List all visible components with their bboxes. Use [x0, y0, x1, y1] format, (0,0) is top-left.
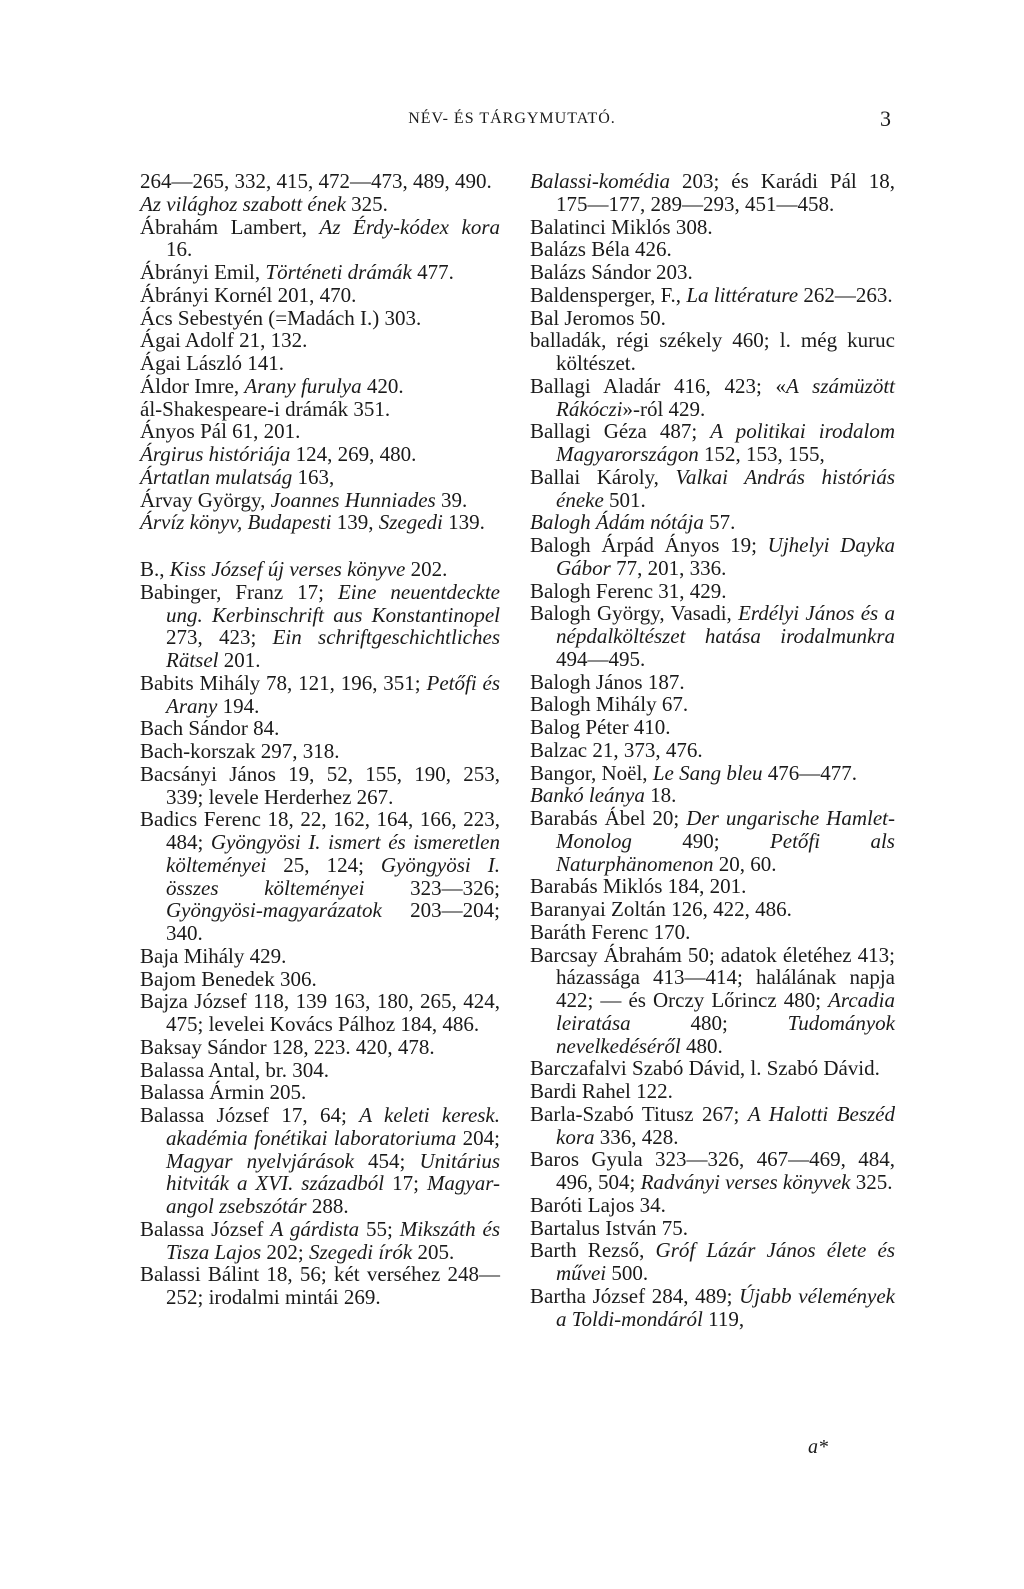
index-entry: ál-Shakespeare-i drámák 351.	[140, 396, 391, 421]
index-entry: Ballai Károly, Valkai András históriás éneke 501.	[530, 464, 895, 512]
index-entry: Balogh Ferenc 31, 429.	[530, 578, 727, 603]
index-entry: Bangor, Noël, Le Sang bleu 476—477.	[530, 760, 857, 785]
page-header	[0, 106, 1024, 136]
index-entry: Bajom Benedek 306.	[140, 966, 317, 991]
index-entry: Baros Gyula 323—326, 467—469, 484, 496, 504; Radványi verses könyvek 325.	[530, 1147, 895, 1194]
index-entry: Balogh György, Vasadi, Erdélyi János és a népdalköltészet hatása irodalmunkra 494—495.	[530, 601, 895, 671]
index-entry: Bankó leánya 18.	[530, 783, 677, 808]
index-entry: Baráth Ferenc 170.	[530, 919, 691, 944]
index-entry: Barla-Szabó Titusz 267; A Halotti Beszéd kora 336, 428.	[530, 1101, 896, 1149]
index-entry: Baldensperger, F., La littérature 262—263.	[530, 282, 893, 307]
index-column-left	[140, 170, 500, 1309]
index-entry: Badics Ferenc 18, 22, 162, 164, 166, 223, 484; Gyöngyösi I. ismert és ismeretlen költeményei 25, 124; Gyöngyösi I. összes költeményei 323—326; Gyöngyösi-magyarázatok 203—204; 340.	[140, 807, 500, 945]
index-entry: Babits Mihály 78, 121, 196, 351; Petőfi és Arany 194.	[140, 670, 500, 718]
index-entry: Bajza József 118, 139 163, 180, 265, 424, 475; levelei Kovács Pálhoz 184, 486.	[140, 989, 500, 1036]
index-entry: Bacsányi János 19, 52, 155, 190, 253, 339; levele Herderhez 267.	[140, 761, 500, 809]
index-entry: Barabás Miklós 184, 201.	[530, 874, 747, 899]
signature-mark: a*	[808, 1436, 828, 1458]
index-entry: Balog Péter 410.	[530, 715, 671, 739]
index-entry: Barabás Ábel 20; Der ungarische Hamlet-Monolog 490; Petőfi als Naturphänomenon 20, 60.	[530, 806, 895, 876]
index-entry: Ács Sebestyén (=Madách I.) 303.	[140, 305, 422, 330]
index-entry: Árvíz könyv, Budapesti 139, Szegedi 139.	[140, 510, 485, 535]
index-entry: Baróti Lajos 34.	[530, 1192, 666, 1217]
index-entry: Ballagi Aladár 416, 423; «A számüzött Rákóczi»-ról 429.	[530, 373, 895, 421]
index-entry: Ábrányi Emil, Történeti drámák 477.	[140, 260, 454, 284]
index-entry: Ábrahám Lambert, Az Érdy-kódex kora 16.	[140, 214, 500, 262]
index-entry: Balassa Ármin 205.	[140, 1080, 307, 1105]
index-entry: Balassa József 17, 64; A keleti keresk. akadémia fonétikai laboratoriuma 204; Magyar nyelvjárások 454; Unitárius hitviták a XVI. századból 17; Magyar-angol zsebszótár 288.	[140, 1103, 501, 1218]
index-entry: Balzac 21, 373, 476.	[530, 737, 703, 762]
index-entry: Balassi-komédia 203; és Karádi Pál 18, 175—177, 289—293, 451—458.	[530, 169, 895, 216]
index-entry: Az világhoz szabott ének 325.	[140, 191, 388, 216]
index-entry: Balázs Sándor 203.	[530, 260, 693, 284]
index-entry: Ágai Adolf 21, 132.	[140, 328, 308, 353]
index-entry: Balázs Béla 426.	[530, 237, 672, 262]
index-column-right	[530, 170, 895, 1330]
index-entry: Bartalus István 75.	[530, 1215, 689, 1240]
index-entry: Ábrányi Kornél 201, 470.	[140, 282, 357, 307]
index-entry: Ballagi Géza 487; A politikai irodalom Magyarországon 152, 153, 155,	[530, 419, 896, 466]
index-entry: Baksay Sándor 128, 223. 420, 478.	[140, 1034, 435, 1059]
index-entry: Bach Sándor 84.	[140, 716, 280, 741]
index-entry: Balogh János 187.	[530, 669, 685, 694]
index-entry: Bach-korszak 297, 318.	[140, 739, 340, 763]
index-entry: Árgirus históriája 124, 269, 480.	[140, 442, 417, 466]
index-entry: Árvay György, Joannes Hunniades 39.	[140, 487, 468, 512]
index-entry: Balogh Ádám nótája 57.	[530, 510, 736, 535]
index-entry: Balassi Bálint 18, 56; két verséhez 248—252; irodalmi mintái 269.	[140, 1262, 500, 1309]
index-entry: Balassa József A gárdista 55; Mikszáth és Tisza Lajos 202; Szegedi írók 205.	[140, 1216, 500, 1264]
index-entry: Balassa Antal, br. 304.	[140, 1057, 329, 1082]
index-entry: Babinger, Franz 17; Eine neuentdeckte ung. Kerbinschrift aus Konstantinopel 273, 423; Ein schriftgeschichtliches Rätsel 201.	[140, 579, 500, 672]
index-entry: B., Kiss József új verses könyve 202.	[140, 557, 448, 581]
page-number: 3	[880, 106, 891, 131]
index-entry: Balogh Mihály 67.	[530, 692, 689, 717]
index-entry: Barth Rezső, Gróf Lázár János élete és művei 500.	[530, 1238, 895, 1285]
index-entry: Barcsay Ábrahám 50; adatok életéhez 413; házassága 413—414; halálának napja 422; — és Orczy Lőrincz 480; Arcadia leiratása 480; Tudományok nevelkedéséről 480.	[530, 942, 895, 1058]
index-entry: Ágai László 141.	[140, 351, 285, 375]
index-entry: Baja Mihály 429.	[140, 943, 287, 968]
index-entry: Áldor Imre, Arany furulya 420.	[140, 373, 404, 398]
index-entry: Ártatlan mulatság 163,	[140, 464, 335, 489]
index-entry: Barczafalvi Szabó Dávid, l. Szabó Dávid.	[530, 1056, 880, 1081]
index-entry: 264—265, 332, 415, 472—473, 489, 490.	[140, 169, 492, 193]
index-entry: Balatinci Miklós 308.	[530, 214, 713, 239]
index-entry: Bal Jeromos 50.	[530, 305, 666, 330]
index-entry: Ányos Pál 61, 201.	[140, 419, 301, 444]
index-entry: Balogh Árpád Ányos 19; Ujhelyi Dayka Gábor 77, 201, 336.	[530, 533, 895, 580]
index-entry: balladák, régi székely 460; l. még kuruc költészet.	[530, 328, 895, 375]
index-entry: Baranyai Zoltán 126, 422, 486.	[530, 897, 792, 921]
index-entry: Bardi Rahel 122.	[530, 1079, 673, 1103]
running-title: NÉV- ÉS TÁRGYMUTATÓ.	[408, 110, 616, 127]
index-entry: Bartha József 284, 489; Újabb vélemények a Toldi-mondáról 119,	[530, 1283, 895, 1331]
